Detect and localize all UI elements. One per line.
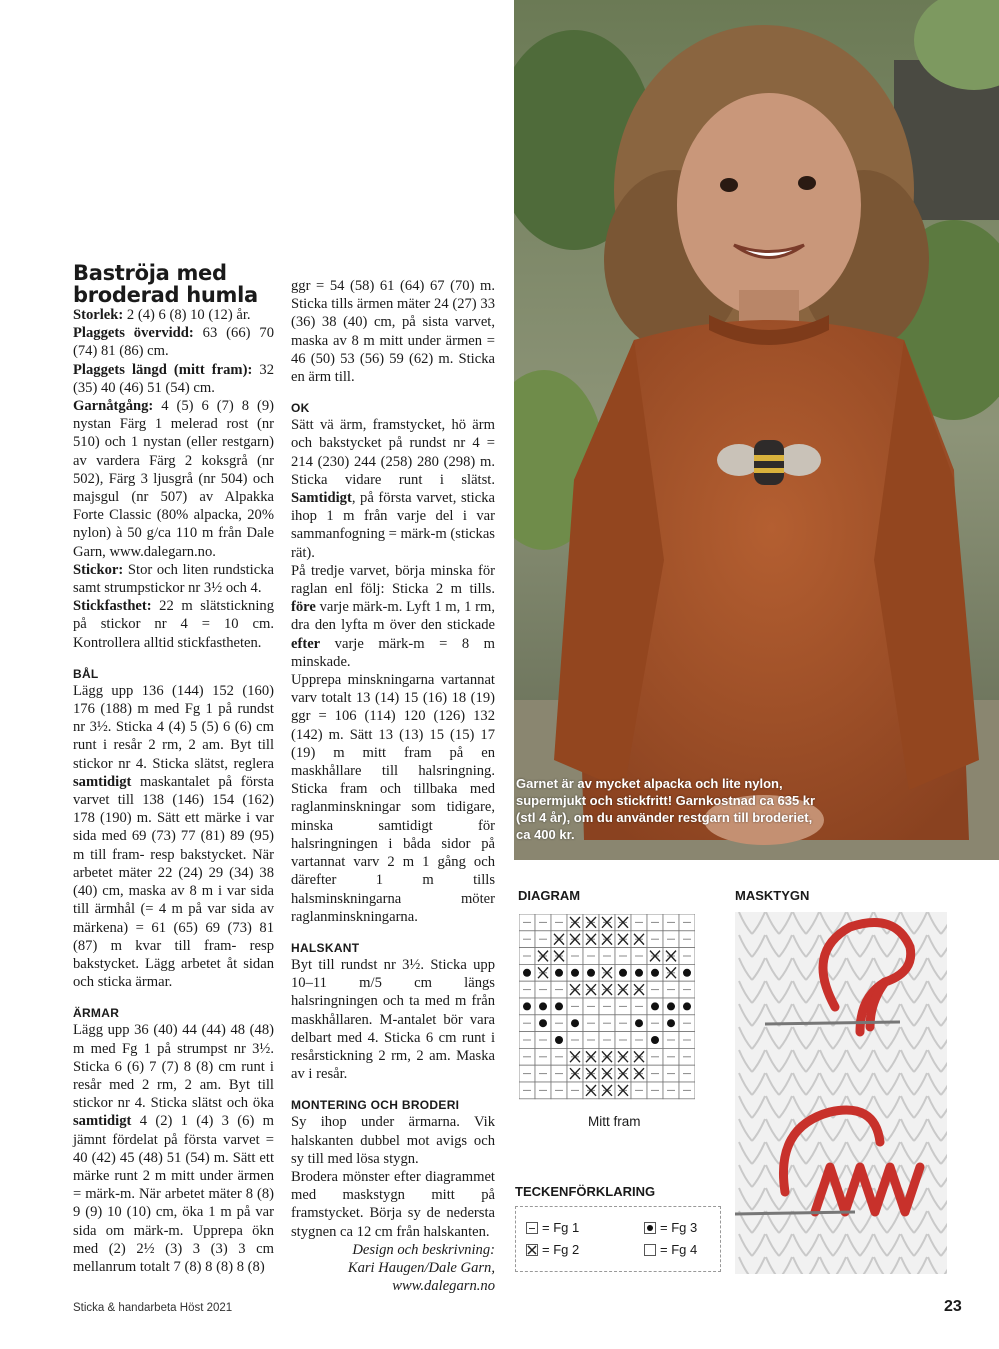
bal-text: Lägg upp 136 (144) 152 (160) 176 (188) m med Fg 1 på rundst nr 3½. Sticka 4 (4) 5 (5) 6 (6) cm runt i resår 2 rm, 2 am. Byt till stickor nr 4. Sticka slätst, reglera samtidigt maskantalet på första varvet till 138 (146) 154 (162) 178 (190) m. Sätt ett märke i var sida med 69 (73) 77 (81) 89 (95) m till fram- resp bakstycket. När arbetet mäter 22 (24) 29 (34) 38 (40) cm, maska av 8 m i var sida till ärmhål (= 4 m på var sida av märkena) = 61 (65) 69 (73) 81 (87) m kvar till fram- resp bakstycket. Lägg arbetet åt sidan och sticka ärmar. bbox=[73, 682, 274, 991]
storlek: Storlek: 2 (4) 6 (8) 10 (12) år. bbox=[73, 307, 251, 323]
duplicate-stitch-illustration bbox=[735, 912, 947, 1274]
chart-dot-mark bbox=[555, 969, 563, 977]
photo-illustration bbox=[514, 0, 999, 860]
chart-dot-mark bbox=[651, 1036, 659, 1044]
chart-dot-mark bbox=[555, 1002, 563, 1010]
cross-symbol-icon bbox=[526, 1244, 538, 1256]
diagram-heading: DIAGRAM bbox=[518, 888, 581, 903]
legend-item-fg1: = Fg 1 bbox=[526, 1220, 579, 1235]
chart-dot-mark bbox=[571, 969, 579, 977]
chart-dot-mark bbox=[619, 969, 627, 977]
knitting-chart bbox=[519, 914, 695, 1100]
overvidd: Plaggets övervidd: 63 (66) 70 (74) 81 (86) cm. bbox=[73, 325, 274, 360]
chart-dot-mark bbox=[523, 969, 531, 977]
dot-symbol-icon bbox=[644, 1222, 656, 1234]
text-column-middle bbox=[291, 277, 495, 1295]
stickfasthet: Stickfasthet: 22 m slätstickning på stickor nr 4 = 10 cm. Kontrollera alltid stickfastheten. bbox=[73, 598, 274, 651]
armar-text: Lägg upp 36 (40) 44 (44) 48 (48) m med Fg 1 på strumpst nr 3½. Sticka 6 (6) 7 (7) 8 (8) cm runt i resår med 2 rm, 2 am. Byt till stickor nr 4. Sticka slätst och öka samtidigt 4 (2) 1 (4) 3 (6) m jämnt fördelat på första varvet = 40 (42) 45 (48) 51 (54) m. Sätt ett märke runt 2 m mitt under ärmen = märk-m. När arbetet mäter 8 (8) 9 (9) 10 (10) cm, öka 1 m på var sida om märk-m. Upprepa ökn med (2) 2½ (3) 3 (3) 3 cm mellanrum totalt 7 (8) 8 (8) 8 (8) bbox=[73, 1022, 274, 1275]
footer-magazine: Sticka & handarbeta Höst 2021 bbox=[73, 1302, 233, 1314]
armar-continued: ggr = 54 (58) 61 (64) 67 (70) m. Sticka tills ärmen mäter 24 (27) 33 (36) 38 (40) cm, på sista varvet, maska av 8 m mitt under ärmen = 46 (50) 53 (56) 59 (62) m. Sticka en ärm till. bbox=[291, 278, 495, 386]
section-heading-montering: MONTERING OCH BRODERI bbox=[291, 1098, 460, 1113]
credit: Design och beskrivning: Kari Haugen/Dale Garn, www.dalegarn.no bbox=[347, 1241, 495, 1295]
blank-dash-symbol-icon bbox=[526, 1222, 538, 1234]
halskant-text: Byt till rundst nr 3½. Sticka upp 10–11 m/5 cm längs halsringningen och ta med m från maskhållaren. M-antalet bör vara delbart med 4. Sticka 6 cm runt i resårstickning 2 rm, 2 am. Maska av i resår. bbox=[291, 956, 495, 1083]
empty-symbol-icon bbox=[644, 1244, 656, 1256]
section-heading-ok: OK bbox=[291, 401, 310, 416]
legend-heading: TECKENFÖRKLARING bbox=[515, 1184, 656, 1199]
chart-dot-mark bbox=[555, 1036, 563, 1044]
diagram-caption: Mitt fram bbox=[588, 1114, 641, 1129]
ok-upprepa: Upprepa minskningarna vartannat varv totalt 13 (14) 15 (16) 18 (19) ggr = 106 (114) 120 (126) 132 (142) m. Sätt 13 (13) 15 (15) 17 (19) m mitt fram på en maskhållare till halsringning. Sticka fram och tillbaka med raglanminskningar som tidigare, minska samtidigt för halsringningen i båda sidor på vartannat varv 2 m 1 gång och därefter 1 m tills halsminskningarna möter raglanminskningarna. bbox=[291, 672, 495, 925]
article-title: Baströja med broderad humla bbox=[73, 261, 258, 307]
masktygn-heading: MASKTYGN bbox=[735, 888, 810, 903]
legend-item-fg3: = Fg 3 bbox=[644, 1220, 697, 1235]
chart-dot-mark bbox=[539, 1019, 547, 1027]
chart-dot-mark bbox=[635, 969, 643, 977]
photo-caption: Garnet är av mycket alpacka och lite nylon, supermjukt och stickfritt! Garnkostnad ca 635 kr (stl 4 år), om du använder restgarn till broderiet, ca 400 kr. bbox=[516, 776, 816, 842]
chart-dot-mark bbox=[651, 969, 659, 977]
stickor: Stickor: Stor och liten rundsticka samt strumpstickor nr 3½ och 4. bbox=[73, 561, 274, 597]
child-sweater-photo bbox=[514, 0, 999, 860]
chart-dot-mark bbox=[667, 1019, 675, 1027]
chart-dot-mark bbox=[683, 969, 691, 977]
chart-dot-mark bbox=[523, 1002, 531, 1010]
chart-dot-mark bbox=[651, 1002, 659, 1010]
text-column-left bbox=[73, 262, 274, 1276]
legend-item-fg2: = Fg 2 bbox=[526, 1242, 579, 1257]
ok-raglan: På tredje varvet, börja minska för raglan enl följ: Sticka 2 m tills. före varje märk-m. Lyft 1 m, 1 rm, dra den lyfta m över den stickade efter varje märk-m = 8 m minskade. bbox=[291, 562, 495, 670]
broderi-text: Brodera mönster efter diagrammet med maskstygn mitt på framstycket. Börja sy de nedersta stygnen ca 12 cm från halskanten. bbox=[291, 1168, 495, 1240]
montering-text: Sy ihop under ärmarna. Vik halskanten dubbel mot avigs och sy till med lösa stygn. bbox=[291, 1114, 495, 1167]
chart-dot-mark bbox=[587, 969, 595, 977]
chart-dot-mark bbox=[667, 1002, 675, 1010]
langd: Plaggets längd (mitt fram): 32 (35) 40 (46) 51 (54) cm. bbox=[73, 361, 274, 396]
chart-dot-mark bbox=[539, 1002, 547, 1010]
legend bbox=[515, 1206, 721, 1272]
section-heading-armar: ÄRMAR bbox=[73, 1006, 120, 1021]
section-heading-halskant: HALSKANT bbox=[291, 940, 360, 955]
chart-dot-mark bbox=[635, 1019, 643, 1027]
garnatgang: Garnåtgång: 4 (5) 6 (7) 8 (9) nystan Färg 1 melerad rost (nr 510) och 1 nystan (eller restgarn) av vardera Färg 2 koksgrå (nr 502), Färg 3 ljusgrå (nr 504) och majsgul (nr 507) av Alpakka Forte Classic (80% alpacka, 20% nylon) à 50 g/ca 110 m från Dale Garn, www.dalegarn.no. bbox=[73, 398, 274, 560]
ok-text: Sätt vä ärm, framstycket, hö ärm och bakstycket på rundst nr 4 = 214 (230) 244 (258) 280 (298) m. Sticka vidare runt i slätst. Samtidigt, på första varvet, sticka ihop 1 m från varje del i var sammanfogning = märk-m (stickas rät). bbox=[291, 417, 495, 561]
page-number: 23 bbox=[944, 1298, 962, 1315]
chart-dot-mark bbox=[683, 1002, 691, 1010]
legend-item-fg4: = Fg 4 bbox=[644, 1242, 697, 1257]
section-heading-bal: BÅL bbox=[73, 666, 99, 681]
chart-dot-mark bbox=[571, 1019, 579, 1027]
